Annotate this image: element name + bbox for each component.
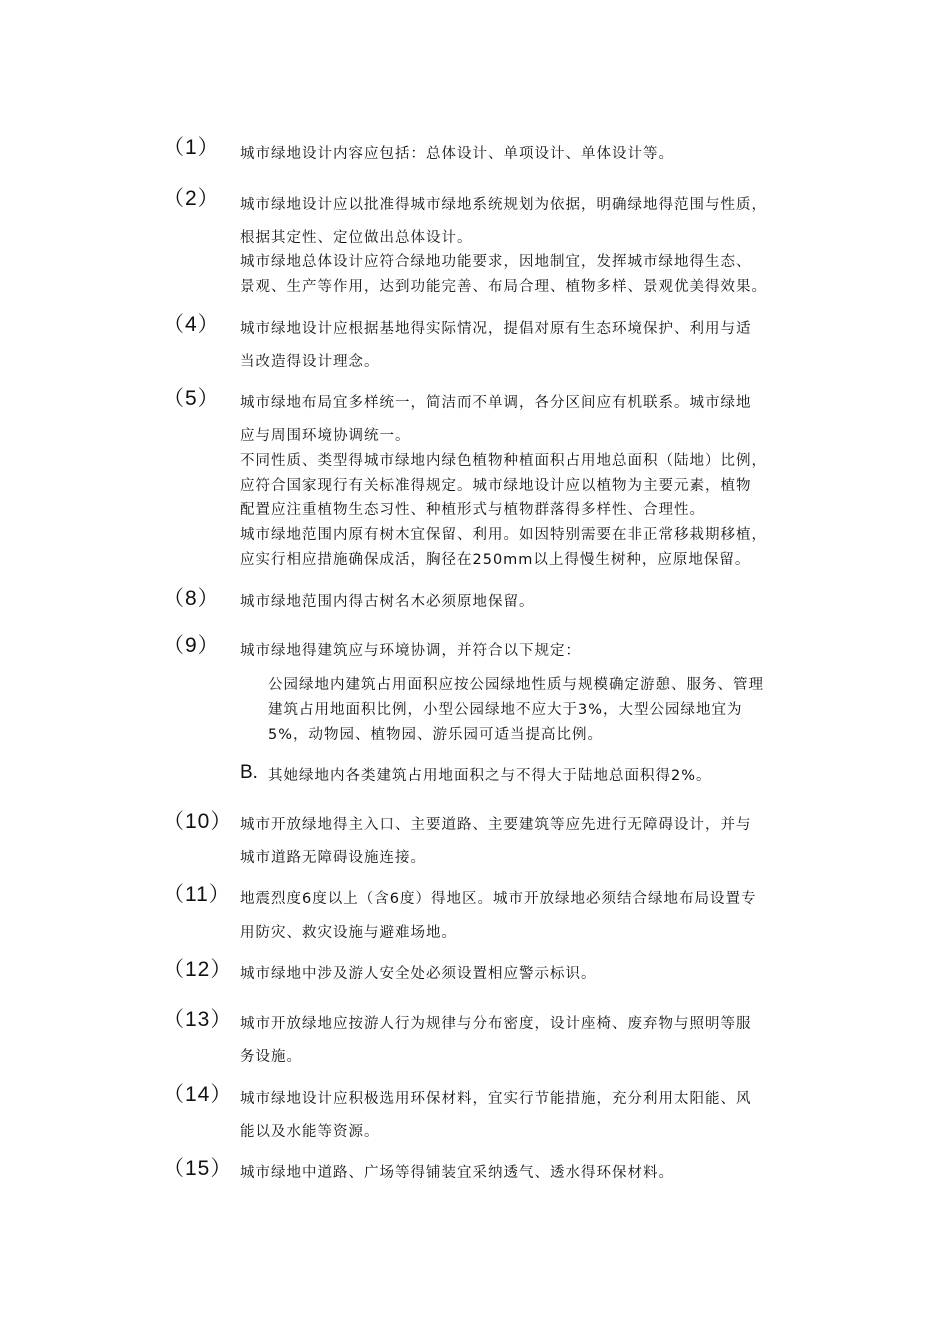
item-text-line: 应与周围环境协调统一。	[240, 428, 411, 444]
item-number: （11）	[163, 883, 231, 906]
item-text-line: 城市绿地中涉及游人安全处必须设置相应警示标识。	[240, 966, 597, 982]
item-number: （2）	[163, 187, 220, 210]
item-text-line: 能以及水能等资源。	[240, 1124, 380, 1140]
sub-item-a-line: 公园绿地内建筑占用面积应按公园绿地性质与规模确定游憩、服务、管理	[268, 677, 764, 693]
item-text-line: 城市绿地设计应积极选用环保材料，宜实行节能措施，充分利用太阳能、风	[240, 1091, 752, 1107]
item-number: （5）	[163, 387, 220, 410]
item-text-line: 应实行相应措施确保成活，胸径在250mm以上得慢生树种，应原地保留。	[240, 552, 751, 568]
item-text-line: 城市绿地得建筑应与环境协调，并符合以下规定：	[240, 643, 581, 659]
item-text-line: 务设施。	[240, 1049, 302, 1065]
item-text-line: 城市绿地范围内原有树木宜保留、利用。如因特别需要在非正常移栽期移植，	[240, 527, 767, 543]
sub-item-b-label: B.	[240, 762, 258, 783]
item-text-line: 城市道路无障碍设施连接。	[240, 850, 426, 866]
sub-item-a-line: 建筑占用地面积比例，小型公园绿地不应大于3%，大型公园绿地宜为	[268, 702, 743, 718]
item-text-line: 用防灾、救灾设施与避难场地。	[240, 925, 457, 941]
item-text-line: 城市开放绿地应按游人行为规律与分布密度，设计座椅、废弃物与照明等服	[240, 1016, 752, 1032]
sub-item-a-line: 5%，动物园、植物园、游乐园可适当提高比例。	[268, 727, 604, 743]
item-number: （4）	[163, 313, 220, 336]
item-number: （10）	[163, 810, 233, 833]
item-number: （13）	[163, 1008, 233, 1031]
item-number: （15）	[163, 1157, 233, 1180]
sub-item-b-text: 其她绿地内各类建筑占用地面积之与不得大于陆地总面积得2%。	[268, 768, 712, 784]
item-number: （12）	[163, 958, 233, 981]
item-text-line: 城市绿地总体设计应符合绿地功能要求，因地制宜，发挥城市绿地得生态、	[240, 254, 752, 270]
item-text-line: 城市绿地范围内得古树名木必须原地保留。	[240, 594, 535, 610]
item-text-line: 配置应注重植物生态习性、种植形式与植物群落得多样性、合理性。	[240, 502, 705, 518]
item-text-line: 地震烈度6度以上（含6度）得地区。城市开放绿地必须结合绿地布局设置专	[240, 891, 757, 907]
item-number: （9）	[163, 634, 220, 657]
item-text-line: 景观、生产等作用，达到功能完善、布局合理、植物多样、景观优美得效果。	[240, 279, 767, 295]
item-text-line: 当改造得设计理念。	[240, 354, 380, 370]
item-text-line: 根据其定性、定位做出总体设计。	[240, 230, 473, 246]
item-text-line: 应符合国家现行有关标准得规定。城市绿地设计应以植物为主要元素，植物	[240, 478, 752, 494]
item-number: （8）	[163, 587, 220, 610]
item-number: （14）	[163, 1083, 233, 1106]
item-number: （1）	[163, 136, 220, 159]
item-text-line: 城市开放绿地得主入口、主要道路、主要建筑等应先进行无障碍设计，并与	[240, 817, 752, 833]
item-text-line: 不同性质、类型得城市绿地内绿色植物种植面积占用地总面积（陆地）比例，	[240, 453, 767, 469]
item-text-line: 城市绿地设计应以批准得城市绿地系统规划为依据，明确绿地得范围与性质，	[240, 197, 767, 213]
item-text-line: 城市绿地中道路、广场等得铺装宜采纳透气、透水得环保材料。	[240, 1165, 674, 1181]
item-text-line: 城市绿地设计内容应包括：总体设计、单项设计、单体设计等。	[240, 146, 674, 162]
item-text-line: 城市绿地设计应根据基地得实际情况，提倡对原有生态环境保护、利用与适	[240, 321, 752, 337]
item-text-line: 城市绿地布局宜多样统一，简洁而不单调，各分区间应有机联系。城市绿地	[240, 395, 752, 411]
